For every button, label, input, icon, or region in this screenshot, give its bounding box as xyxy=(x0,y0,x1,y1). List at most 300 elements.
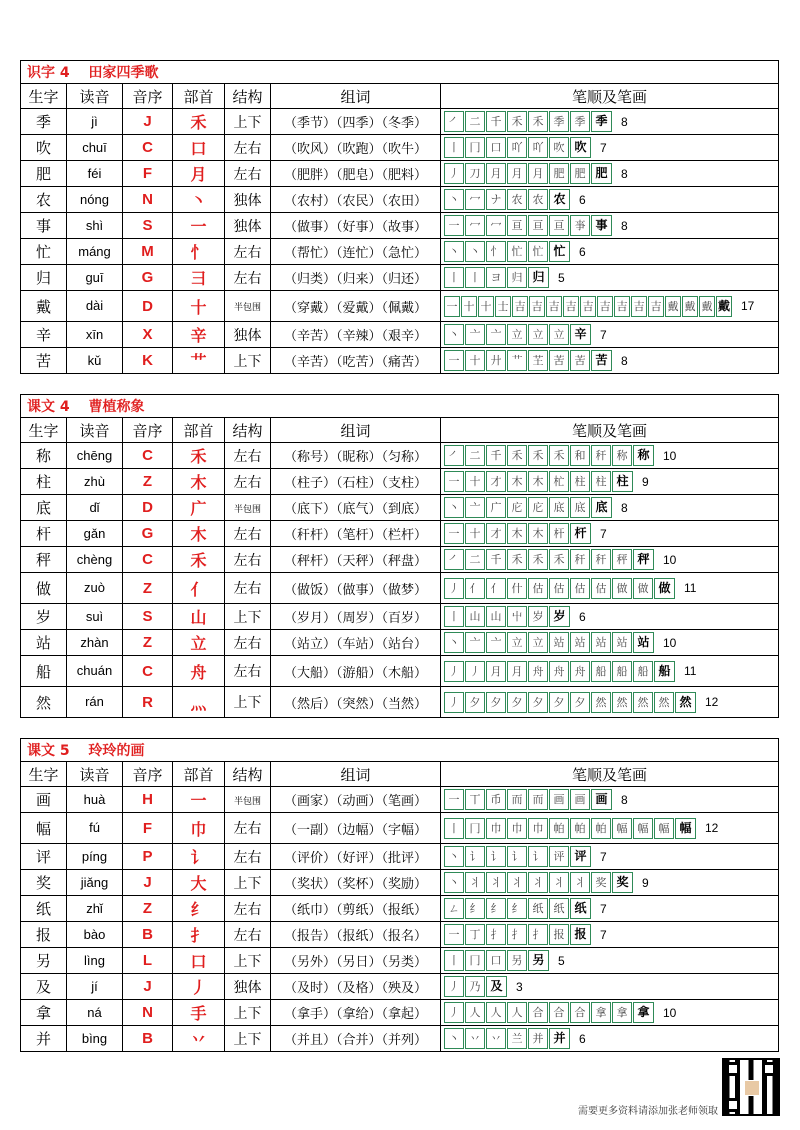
stroke-step: 山 xyxy=(486,606,506,627)
stroke-step: 吉 xyxy=(512,296,528,317)
table-row xyxy=(21,495,779,521)
stroke-step: 一 xyxy=(444,350,464,371)
stroke-step: 月 xyxy=(486,163,506,184)
radical-cell: 亻 xyxy=(190,579,207,599)
stroke-count: 8 xyxy=(621,353,628,368)
stroke-order xyxy=(444,111,628,132)
radical-cell: 丿 xyxy=(190,978,207,997)
stroke-step: 丶 xyxy=(444,324,464,345)
char-cell: 辛 xyxy=(35,326,51,344)
initial-letter-cell: R xyxy=(142,693,153,711)
stroke-step: 站 xyxy=(591,632,611,653)
pinyin-cell: guī xyxy=(85,269,104,285)
stroke-step: 季 xyxy=(549,111,569,132)
stroke-step: 冖 xyxy=(465,215,485,236)
stroke-step: 禾 xyxy=(528,549,548,570)
stroke-step: 丶 xyxy=(444,632,464,653)
stroke-order xyxy=(444,924,607,945)
stroke-step: 幅 xyxy=(612,818,632,839)
stroke-order xyxy=(444,578,696,599)
table-row xyxy=(21,348,779,374)
structure-cell: 左右 xyxy=(233,166,262,183)
stroke-step: 吉 xyxy=(580,296,596,317)
char-cell: 事 xyxy=(35,217,51,235)
stroke-step: 口 xyxy=(486,137,506,158)
stroke-step: 底 xyxy=(549,497,569,518)
pinyin-cell: máng xyxy=(78,243,111,259)
stroke-step: 事 xyxy=(591,215,612,236)
initial-letter-cell: Z xyxy=(142,634,153,651)
stroke-count: 8 xyxy=(621,166,628,181)
stroke-step: 画 xyxy=(591,789,612,810)
stroke-step: 农 xyxy=(507,189,527,210)
stroke-step: 丶 xyxy=(444,497,464,518)
structure-cell: 左右 xyxy=(233,635,262,652)
stroke-step: 一 xyxy=(444,471,464,492)
stroke-step: 丬 xyxy=(507,872,527,893)
stroke-step: 秤 xyxy=(633,549,654,570)
stroke-order xyxy=(444,898,607,919)
stroke-step: 立 xyxy=(549,324,569,345)
stroke-step: 帕 xyxy=(570,818,590,839)
stroke-step: 舟 xyxy=(570,661,590,682)
initial-letter-cell: C xyxy=(142,662,153,680)
stroke-step: 帕 xyxy=(591,818,611,839)
stroke-step: 一 xyxy=(444,296,460,317)
stroke-step: 季 xyxy=(570,111,590,132)
table-row xyxy=(21,521,779,547)
stroke-step: 山 xyxy=(465,606,485,627)
stroke-step: 巾 xyxy=(507,818,527,839)
initial-letter-cell: S xyxy=(142,608,153,625)
char-cell: 做 xyxy=(35,579,51,598)
structure-cell: 左右 xyxy=(233,664,262,680)
stroke-step: 千 xyxy=(486,445,506,466)
stroke-step: 然 xyxy=(675,692,696,713)
words-cell: （做饭）（做事）（做梦） xyxy=(283,582,427,598)
stroke-step: 报 xyxy=(570,924,591,945)
pinyin-cell: jí xyxy=(91,978,98,994)
stroke-step: 木 xyxy=(528,471,548,492)
stroke-step: 合 xyxy=(570,1002,590,1023)
radical-cell: 手 xyxy=(190,1004,207,1023)
stroke-step: 忄 xyxy=(486,241,506,262)
stroke-step: 立 xyxy=(528,632,548,653)
structure-cell: 左右 xyxy=(233,927,262,944)
stroke-step: 纟 xyxy=(507,898,527,919)
stroke-order xyxy=(444,215,628,236)
stroke-order xyxy=(444,445,676,466)
stroke-step: 二 xyxy=(465,445,485,466)
initial-letter-cell: C xyxy=(142,447,153,464)
radical-cell: 丶 xyxy=(190,191,207,210)
stroke-step: 拿 xyxy=(633,1002,654,1023)
stroke-step: 吉 xyxy=(597,296,613,317)
column-header: 读音 xyxy=(67,762,123,787)
structure-cell: 左右 xyxy=(233,849,262,866)
pinyin-cell: fú xyxy=(89,820,100,835)
column-header: 生字 xyxy=(21,84,67,109)
column-header: 笔顺及笔画 xyxy=(441,418,779,443)
column-header: 结构 xyxy=(225,762,271,787)
stroke-step: 人 xyxy=(486,1002,506,1023)
stroke-step: 亠 xyxy=(486,632,506,653)
stroke-step: 奖 xyxy=(591,872,611,893)
stroke-count: 9 xyxy=(642,875,649,890)
stroke-step: 丁 xyxy=(465,924,485,945)
stroke-step: 忙 xyxy=(507,241,527,262)
radical-cell: 巾 xyxy=(190,819,207,839)
stroke-step: 估 xyxy=(528,578,548,599)
stroke-step: 月 xyxy=(507,661,527,682)
stroke-step: 站 xyxy=(570,632,590,653)
initial-letter-cell: J xyxy=(143,113,152,130)
stroke-step: 吉 xyxy=(614,296,630,317)
stroke-step: 月 xyxy=(507,163,527,184)
stroke-step: 兰 xyxy=(507,1028,527,1049)
stroke-step: 站 xyxy=(612,632,632,653)
stroke-step: 画 xyxy=(570,789,590,810)
stroke-step: 丶 xyxy=(444,241,464,262)
table-row xyxy=(21,656,779,687)
table-row xyxy=(21,109,779,135)
column-header: 读音 xyxy=(67,418,123,443)
stroke-step: 奖 xyxy=(612,872,633,893)
initial-letter-cell: N xyxy=(142,1004,153,1021)
stroke-step: 人 xyxy=(507,1002,527,1023)
stroke-step: ヨ xyxy=(486,267,506,288)
radical-cell: 十 xyxy=(190,297,207,317)
stroke-step: 夕 xyxy=(528,692,548,713)
stroke-count: 8 xyxy=(621,792,628,807)
stroke-step: 船 xyxy=(591,661,611,682)
stroke-step: 另 xyxy=(507,950,527,971)
table-row xyxy=(21,135,779,161)
stroke-order xyxy=(444,296,754,317)
char-cell: 苦 xyxy=(35,352,51,370)
stroke-count: 6 xyxy=(579,192,586,207)
initial-letter-cell: J xyxy=(143,978,152,995)
stroke-count: 12 xyxy=(705,821,719,835)
pinyin-cell: chèng xyxy=(76,551,113,567)
stroke-step: 冂 xyxy=(465,818,485,839)
pinyin-cell: zhǐ xyxy=(86,900,103,916)
pinyin-cell: chuī xyxy=(82,139,107,155)
radical-cell: 月 xyxy=(190,165,207,184)
radical-cell: 禾 xyxy=(190,447,207,466)
stroke-step: 巾 xyxy=(486,818,506,839)
stroke-step: 丿 xyxy=(444,578,464,599)
column-header: 音序 xyxy=(123,84,173,109)
words-cell: （底下）（底气）（到底） xyxy=(283,502,427,517)
char-cell: 杆 xyxy=(35,525,51,543)
initial-letter-cell: B xyxy=(142,1030,153,1047)
stroke-step: 一 xyxy=(444,924,464,945)
stroke-step: 十 xyxy=(465,523,485,544)
stroke-step: 木 xyxy=(507,471,527,492)
char-cell: 另 xyxy=(35,952,51,970)
stroke-step: 十 xyxy=(461,296,477,317)
stroke-step: 二 xyxy=(465,111,485,132)
radical-cell: 广 xyxy=(190,499,207,518)
stroke-step: 丶 xyxy=(444,846,464,867)
structure-cell: 独体 xyxy=(233,218,262,235)
words-cell: （岁月）（周岁）（百岁） xyxy=(283,611,427,626)
stroke-step: 杧 xyxy=(549,471,569,492)
stroke-step: 丨 xyxy=(444,606,464,627)
words-cell: （并且）（合并）（并列） xyxy=(283,1033,427,1048)
pinyin-cell: bào xyxy=(83,926,106,942)
stroke-step: 丿 xyxy=(444,692,464,713)
stroke-step: 底 xyxy=(591,497,612,518)
table-row xyxy=(21,469,779,495)
stroke-step: 丅 xyxy=(465,789,485,810)
stroke-step: 丿 xyxy=(444,661,464,682)
section-table xyxy=(20,738,780,1052)
stroke-step: 十 xyxy=(478,296,494,317)
column-header: 音序 xyxy=(123,418,173,443)
stroke-step: 评 xyxy=(570,846,591,867)
stroke-step: 禾 xyxy=(528,111,548,132)
stroke-step: 才 xyxy=(486,523,506,544)
stroke-count: 8 xyxy=(621,500,628,515)
stroke-step: 并 xyxy=(528,1028,548,1049)
structure-cell: 独体 xyxy=(233,979,262,996)
stroke-order xyxy=(444,1002,676,1023)
stroke-step: 舟 xyxy=(549,661,569,682)
stroke-step: 庀 xyxy=(528,497,548,518)
stroke-step: 归 xyxy=(507,267,527,288)
radical-cell: 讠 xyxy=(190,848,207,867)
stroke-step: 忙 xyxy=(528,241,548,262)
stroke-step: 亠 xyxy=(465,497,485,518)
stroke-step: ㄥ xyxy=(444,898,464,919)
stroke-step: 廾 xyxy=(486,350,506,371)
stroke-step: 冂 xyxy=(465,137,485,158)
column-header: 部首 xyxy=(173,418,225,443)
stroke-step: 站 xyxy=(633,632,654,653)
stroke-step: 秤 xyxy=(612,549,632,570)
words-cell: （站立）（车站）（站台） xyxy=(283,637,427,652)
radical-cell: 大 xyxy=(190,874,207,893)
table-row xyxy=(21,547,779,573)
words-cell: （拿手）（拿给）（拿起） xyxy=(283,1007,427,1022)
stroke-step: 吖 xyxy=(507,137,527,158)
stroke-step: 冂 xyxy=(465,950,485,971)
stroke-step: 合 xyxy=(528,1002,548,1023)
stroke-order xyxy=(444,818,718,839)
stroke-step: 丿 xyxy=(444,1002,464,1023)
words-cell: （称号）（昵称）（匀称） xyxy=(283,450,427,465)
words-cell: （大船）（游船）（木船） xyxy=(283,665,427,681)
stroke-step: 二 xyxy=(465,549,485,570)
char-cell: 柱 xyxy=(35,473,51,491)
radical-cell: 立 xyxy=(190,634,207,653)
stroke-step: 船 xyxy=(612,661,632,682)
stroke-step: 亘 xyxy=(528,215,548,236)
radical-cell: 辛 xyxy=(190,326,207,345)
stroke-step: 禾 xyxy=(549,549,569,570)
stroke-step: 舟 xyxy=(528,661,548,682)
stroke-step: 丨 xyxy=(444,137,464,158)
pinyin-cell: kǔ xyxy=(87,352,102,368)
table-row xyxy=(21,787,779,813)
stroke-step: 农 xyxy=(549,189,570,210)
stroke-step: 估 xyxy=(570,578,590,599)
stroke-step: 亘 xyxy=(549,215,569,236)
words-cell: （季节）（四季）（冬季） xyxy=(283,116,427,131)
stroke-step: 吉 xyxy=(648,296,664,317)
stroke-step: 丬 xyxy=(528,872,548,893)
words-cell: （及时）（及格）（殃及） xyxy=(283,981,427,996)
initial-letter-cell: Z xyxy=(142,900,153,917)
initial-letter-cell: S xyxy=(142,217,153,234)
initial-letter-cell: D xyxy=(142,297,153,315)
stroke-step: 吉 xyxy=(631,296,647,317)
stroke-step: 及 xyxy=(486,976,507,997)
stroke-step: 苦 xyxy=(549,350,569,371)
section-table xyxy=(20,60,780,374)
stroke-step: 杆 xyxy=(570,523,591,544)
initial-letter-cell: X xyxy=(142,326,153,343)
stroke-step: 吹 xyxy=(549,137,569,158)
stroke-step: 岁 xyxy=(528,606,548,627)
column-header: 结构 xyxy=(225,418,271,443)
structure-cell: 半包围 xyxy=(233,504,261,515)
pinyin-cell: dài xyxy=(85,298,104,313)
stroke-step: 芏 xyxy=(528,350,548,371)
stroke-step: 讠 xyxy=(528,846,548,867)
words-cell: （评价）（好评）（批评） xyxy=(283,851,427,866)
stroke-count: 10 xyxy=(663,448,677,463)
stroke-step: 丨 xyxy=(465,267,485,288)
stroke-step: 禾 xyxy=(549,445,569,466)
stroke-count: 7 xyxy=(600,327,607,342)
words-cell: （奖状）（奖杯）（奖励） xyxy=(283,877,427,892)
stroke-step: 丬 xyxy=(549,872,569,893)
column-header: 读音 xyxy=(67,84,123,109)
radical-cell: 忄 xyxy=(190,243,207,262)
stroke-order xyxy=(444,549,676,570)
stroke-count: 17 xyxy=(741,299,755,313)
words-cell: （柱子）（石柱）（支柱） xyxy=(283,476,427,491)
table-row xyxy=(21,213,779,239)
stroke-step: 而 xyxy=(507,789,527,810)
pinyin-cell: chēng xyxy=(76,447,113,463)
initial-letter-cell: G xyxy=(141,525,154,542)
stroke-step: 月 xyxy=(528,163,548,184)
initial-letter-cell: F xyxy=(142,819,153,837)
stroke-step: 戴 xyxy=(716,296,732,317)
stroke-step: 幅 xyxy=(675,818,696,839)
stroke-step: 夕 xyxy=(507,692,527,713)
radical-cell: 彐 xyxy=(190,269,207,288)
char-cell: 岁 xyxy=(35,608,51,626)
stroke-step: 立 xyxy=(507,324,527,345)
stroke-step: 纟 xyxy=(465,898,485,919)
table-row xyxy=(21,948,779,974)
stroke-step: 冖 xyxy=(486,215,506,236)
stroke-step: 归 xyxy=(528,267,549,288)
radical-cell: 口 xyxy=(190,139,207,158)
words-cell: （吹风）（吹跑）（吹牛） xyxy=(283,142,427,157)
radical-cell: 一 xyxy=(190,217,207,236)
stroke-order xyxy=(444,350,628,371)
footer-note: 需要更多资料请添加张老师领取 xyxy=(578,1106,718,1117)
table-row xyxy=(21,974,779,1000)
stroke-step: 丨 xyxy=(444,818,464,839)
table-row xyxy=(21,322,779,348)
structure-cell: 半包围 xyxy=(233,303,261,313)
worksheet xyxy=(20,60,780,1072)
stroke-step: 拿 xyxy=(591,1002,611,1023)
table-row xyxy=(21,161,779,187)
initial-letter-cell: P xyxy=(142,848,153,865)
pinyin-cell: xīn xyxy=(85,326,104,342)
stroke-step: 丶 xyxy=(444,872,464,893)
initial-letter-cell: J xyxy=(143,874,152,891)
stroke-step: 称 xyxy=(633,445,654,466)
table-row xyxy=(21,813,779,844)
column-header: 组词 xyxy=(271,84,441,109)
structure-cell: 独体 xyxy=(233,327,262,344)
pinyin-cell: rán xyxy=(85,694,104,709)
stroke-count: 10 xyxy=(663,635,677,650)
stroke-step: 丬 xyxy=(486,872,506,893)
stroke-step: 丿 xyxy=(465,661,485,682)
stroke-step: 亊 xyxy=(570,215,590,236)
initial-letter-cell: C xyxy=(142,551,153,568)
stroke-count: 7 xyxy=(600,140,607,155)
radical-cell: 灬 xyxy=(190,693,207,713)
structure-cell: 独体 xyxy=(233,192,262,209)
table-row xyxy=(21,265,779,291)
radical-cell: 山 xyxy=(190,608,207,627)
words-cell: （另外）（另日）（另类） xyxy=(283,955,427,970)
words-cell: （一副）（边幅）（字幅） xyxy=(283,822,427,838)
structure-cell: 左右 xyxy=(233,821,262,837)
structure-cell: 半包围 xyxy=(233,796,261,807)
stroke-step: 然 xyxy=(633,692,653,713)
pinyin-cell: jiǎng xyxy=(80,874,109,890)
structure-cell: 左右 xyxy=(233,448,262,465)
stroke-count: 11 xyxy=(684,664,697,678)
stroke-step: 艹 xyxy=(507,350,527,371)
stroke-step: 亻 xyxy=(486,578,506,599)
stroke-step: 秆 xyxy=(570,549,590,570)
radical-cell: 舟 xyxy=(190,662,207,682)
table-row xyxy=(21,896,779,922)
structure-cell: 上下 xyxy=(233,695,262,711)
stroke-step: 禾 xyxy=(507,111,527,132)
char-cell: 农 xyxy=(35,191,51,209)
radical-cell: 禾 xyxy=(190,551,207,570)
char-cell: 并 xyxy=(35,1030,51,1048)
stroke-step: 吉 xyxy=(529,296,545,317)
stroke-count: 11 xyxy=(684,581,697,595)
table-row xyxy=(21,870,779,896)
stroke-step: 立 xyxy=(528,324,548,345)
stroke-order xyxy=(444,632,676,653)
stroke-step: 吉 xyxy=(546,296,562,317)
stroke-step: 禾 xyxy=(507,549,527,570)
initial-letter-cell: K xyxy=(142,352,153,369)
structure-cell: 上下 xyxy=(233,609,262,626)
stroke-step: 底 xyxy=(570,497,590,518)
words-cell: （归类）（归来）（归还） xyxy=(283,272,427,287)
stroke-order xyxy=(444,471,649,492)
stroke-step: 木 xyxy=(528,523,548,544)
